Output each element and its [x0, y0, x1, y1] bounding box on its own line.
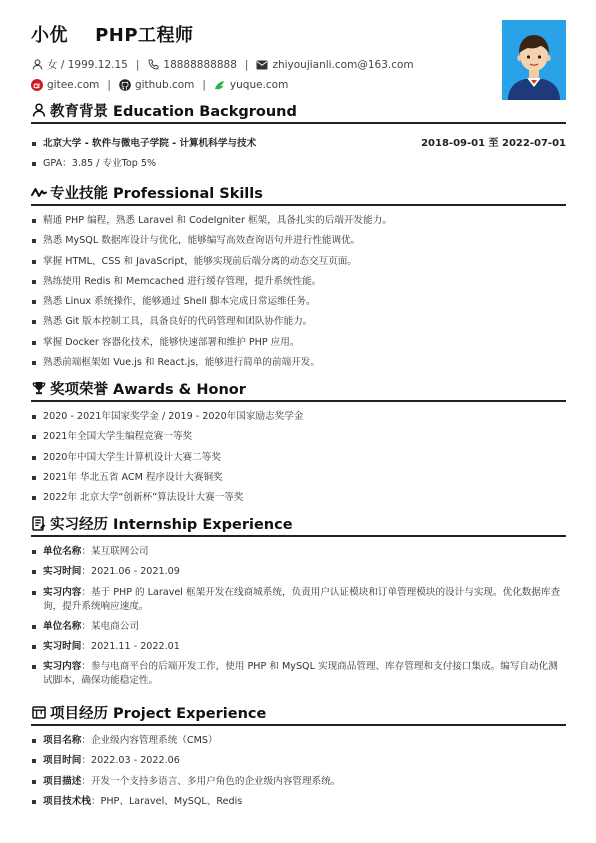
person-icon: [31, 59, 43, 71]
internship-item: [31, 565, 566, 579]
board-icon: [31, 704, 47, 720]
education-section: [31, 99, 566, 171]
awards-section: [31, 377, 566, 505]
gender-birth: 女 / 1999.12.15: [47, 59, 128, 71]
award-item: 2020年中国大学生计算机设计大赛二等奖: [31, 451, 566, 465]
section-divider: [31, 535, 566, 537]
skill-item: 熟悉 MySQL 数据库设计与优化，能够编写高效查询语句并进行性能调优。: [31, 234, 566, 248]
avatar-portrait: [502, 20, 566, 100]
award-item: 2021年全国大学生编程竞赛一等奖: [31, 430, 566, 444]
item-label: 项目描述: [43, 775, 82, 787]
link-gitee[interactable]: gitee.com: [47, 79, 100, 91]
internship-item: [31, 545, 566, 559]
award-item: 2021年 华北五省 ACM 程序设计大赛铜奖: [31, 471, 566, 485]
divider: |: [244, 58, 249, 71]
skill-item: 熟悉前端框架如 Vue.js 和 React.js，能够进行简单的前端开发。: [31, 356, 566, 370]
item-label: 项目名称: [43, 735, 82, 746]
item-value: ：基于 PHP 的 Laravel 框架开发在线商城系统，负责用户认证模块和订单管理模块的设计与实现。优化数据库查询，提升系统响应速度。: [43, 586, 561, 612]
award-item: 2020 - 2021年国家奖学金 / 2019 - 2020年国家励志奖学金: [31, 410, 566, 424]
email-address: zhiyoujianli.com@163.com: [272, 58, 414, 71]
skill-item: 熟练使用 Redis 和 Memcached 进行缓存管理，提升系统性能。: [31, 275, 566, 289]
skill-item: 精通 PHP 编程，熟悉 Laravel 和 CodeIgniter 框架，具备扎实的后端开发能力。: [31, 214, 566, 228]
divider: |: [202, 79, 206, 91]
awards-title: 奖项荣誉 Awards & Honor: [50, 381, 246, 398]
education-entry: [31, 137, 566, 151]
trophy-icon: [31, 380, 47, 396]
phone-number: 18888888888: [163, 58, 237, 71]
link-yuque[interactable]: yuque.com: [229, 79, 289, 91]
item-label: 实习内容: [43, 586, 82, 598]
item-value: ：企业级内容管理系统（CMS）: [81, 735, 218, 746]
divider: |: [107, 79, 111, 91]
document-icon: [31, 515, 47, 531]
item-value: ：2022.03 - 2022.06: [81, 755, 180, 767]
item-label: 实习内容: [43, 661, 82, 673]
gitee-icon: [31, 79, 43, 91]
section-divider: [31, 204, 566, 206]
item-label: 单位名称: [43, 546, 82, 557]
projects-title: 项目经历 Project Experience: [50, 705, 267, 722]
skill-item: 掌握 HTML、CSS 和 JavaScript，能够实现前后端分离的动态交互页面。: [31, 255, 566, 269]
internship-item: [31, 640, 566, 654]
skills-section: [31, 181, 566, 370]
item-label: 项目时间: [43, 755, 82, 767]
phone-icon: [147, 59, 159, 71]
skill-item: 熟悉 Git 版本控制工具，具备良好的代码管理和团队协作能力。: [31, 315, 566, 329]
divider: |: [135, 58, 140, 71]
skill-item: 熟悉 Linux 系统操作，能够通过 Shell 脚本完成日常运维任务。: [31, 295, 566, 309]
item-value: ：PHP、Laravel、MySQL、Redis: [90, 795, 243, 807]
skills-title: 专业技能 Professional Skills: [50, 185, 263, 202]
education-period: 2018-09-01 至 2022-07-01: [421, 138, 566, 149]
item-label: 实习时间: [43, 566, 82, 578]
pulse-icon: [31, 184, 47, 200]
yuque-icon: [214, 79, 226, 91]
project-item: [31, 734, 566, 748]
item-value: ：某电商公司: [81, 620, 139, 632]
github-icon: [119, 79, 131, 91]
project-item: [31, 795, 566, 809]
section-divider: [31, 724, 566, 726]
item-label: 项目技术栈: [43, 795, 91, 807]
project-item: [31, 775, 566, 789]
links-line: [31, 79, 288, 91]
person-icon: [31, 102, 47, 118]
internship-item: [31, 586, 566, 614]
item-label: 单位名称: [43, 620, 82, 632]
gpa: GPA：3.85 / 专业Top 5%: [31, 157, 566, 171]
internship-item: [31, 620, 566, 634]
item-value: ：2021.11 - 2022.01: [81, 641, 180, 653]
item-value: ：2021.06 - 2021.09: [81, 566, 180, 578]
section-divider: [31, 400, 566, 402]
internship-section: [31, 512, 566, 688]
item-value: ：开发一个支持多语言、多用户角色的企业级内容管理系统。: [81, 775, 341, 787]
award-item: 2022年 北京大学“创新杯”算法设计大赛一等奖: [31, 491, 566, 505]
project-item: [31, 754, 566, 768]
internship-title: 实习经历 Internship Experience: [50, 516, 293, 533]
school-major: 北京大学 - 软件与微电子学院 - 计算机科学与技术: [43, 138, 257, 149]
education-title: 教育背景 Education Background: [50, 103, 297, 120]
item-value: ：参与电商平台的后端开发工作，使用 PHP 和 MySQL 实现商品管理、库存管理和支付接口集成。编写自动化测试脚本，确保功能稳定性。: [43, 661, 558, 687]
section-divider: [31, 122, 566, 124]
avatar: [502, 20, 566, 100]
projects-section: [31, 701, 566, 809]
link-github[interactable]: github.com: [134, 79, 195, 91]
skill-item: 掌握 Docker 容器化技术，能够快速部署和维护 PHP 应用。: [31, 336, 566, 350]
mail-icon: [256, 59, 268, 71]
name-title: 小优 PHP工程师: [31, 25, 194, 46]
item-label: 实习时间: [43, 641, 82, 653]
contact-line: [31, 57, 414, 72]
internship-item: [31, 660, 566, 688]
item-value: ：某互联网公司: [81, 546, 149, 557]
